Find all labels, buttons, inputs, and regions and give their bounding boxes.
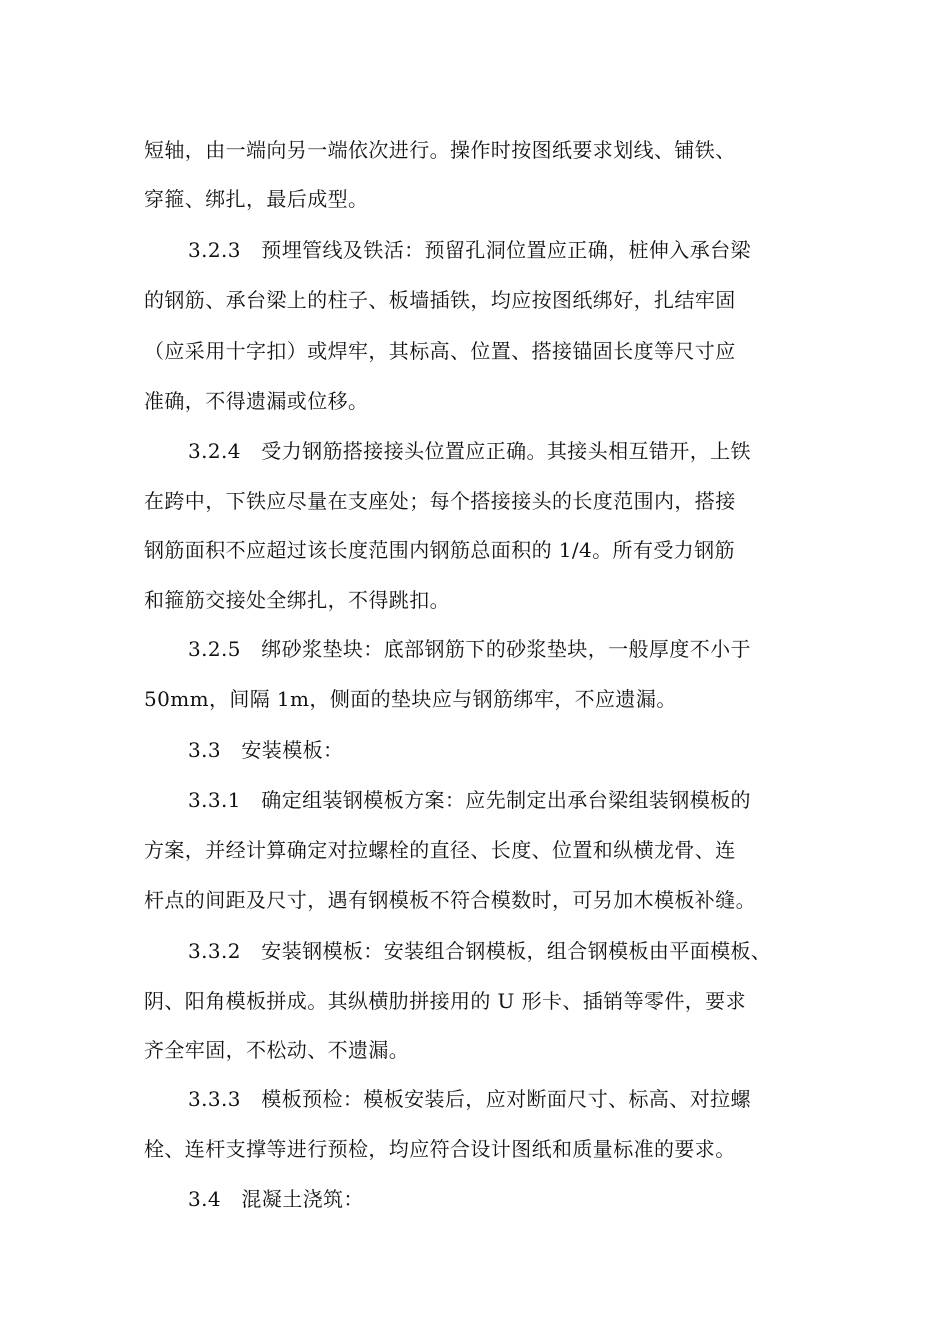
paragraph-line: 准确，不得遗漏或位移。 (144, 389, 369, 413)
paragraph-line: 的钢筋、承台梁上的柱子、板墙插铁，均应按图纸绑好，扎结牢固 (144, 288, 736, 312)
section-3-2-5-heading-line: 3.2.5 绑砂浆垫块：底部钢筋下的砂浆垫块，一般厚度不小于 (188, 637, 751, 661)
paragraph-line: 穿箍、绑扎，最后成型。 (144, 187, 369, 211)
section-3-3-heading: 3.3 安装模板： (188, 738, 344, 762)
section-3-2-4-heading-line: 3.2.4 受力钢筋搭接接头位置应正确。其接头相互错开，上铁 (188, 439, 751, 463)
paragraph-line: 栓、连杆支撑等进行预检，均应符合设计图纸和质量标准的要求。 (144, 1137, 736, 1161)
paragraph-line: 方案，并经计算确定对拉螺栓的直径、长度、位置和纵横龙骨、连 (144, 838, 736, 862)
paragraph-line: 阴、阳角模板拼成。其纵横肋拼接用的 U 形卡、插销等零件，要求 (144, 989, 746, 1013)
paragraph-line: （应采用十字扣）或焊牢，其标高、位置、搭接锚固长度等尺寸应 (144, 339, 736, 363)
section-3-3-2-heading-line: 3.3.2 安装钢模板：安装组合钢模板，组合钢模板由平面模板、 (188, 939, 772, 963)
paragraph-line: 短轴，由一端向另一端依次进行。操作时按图纸要求划线、铺铁、 (144, 138, 736, 162)
paragraph-line: 齐全牢固，不松动、不遗漏。 (144, 1038, 410, 1062)
section-3-3-3-heading-line: 3.3.3 模板预检：模板安装后，应对断面尺寸、标高、对拉螺 (188, 1087, 751, 1111)
paragraph-line: 和箍筋交接处全绑扎，不得跳扣。 (144, 588, 450, 612)
paragraph-line: 在跨中，下铁应尽量在支座处；每个搭接接头的长度范围内，搭接 (144, 489, 736, 513)
paragraph-line: 50mm，间隔 1m，侧面的垫块应与钢筋绑牢，不应遗漏。 (144, 687, 677, 711)
section-3-3-1-heading-line: 3.3.1 确定组装钢模板方案：应先制定出承台梁组装钢模板的 (188, 788, 751, 812)
section-3-4-heading: 3.4 混凝土浇筑： (188, 1187, 364, 1211)
paragraph-line: 杆点的间距及尺寸，遇有钢模板不符合模数时，可另加木模板补缝。 (144, 888, 756, 912)
section-3-2-3-heading-line: 3.2.3 预埋管线及铁活：预留孔洞位置应正确，桩伸入承台梁 (188, 238, 751, 262)
paragraph-line: 钢筋面积不应超过该长度范围内钢筋总面积的 1/4。所有受力钢筋 (144, 538, 735, 562)
